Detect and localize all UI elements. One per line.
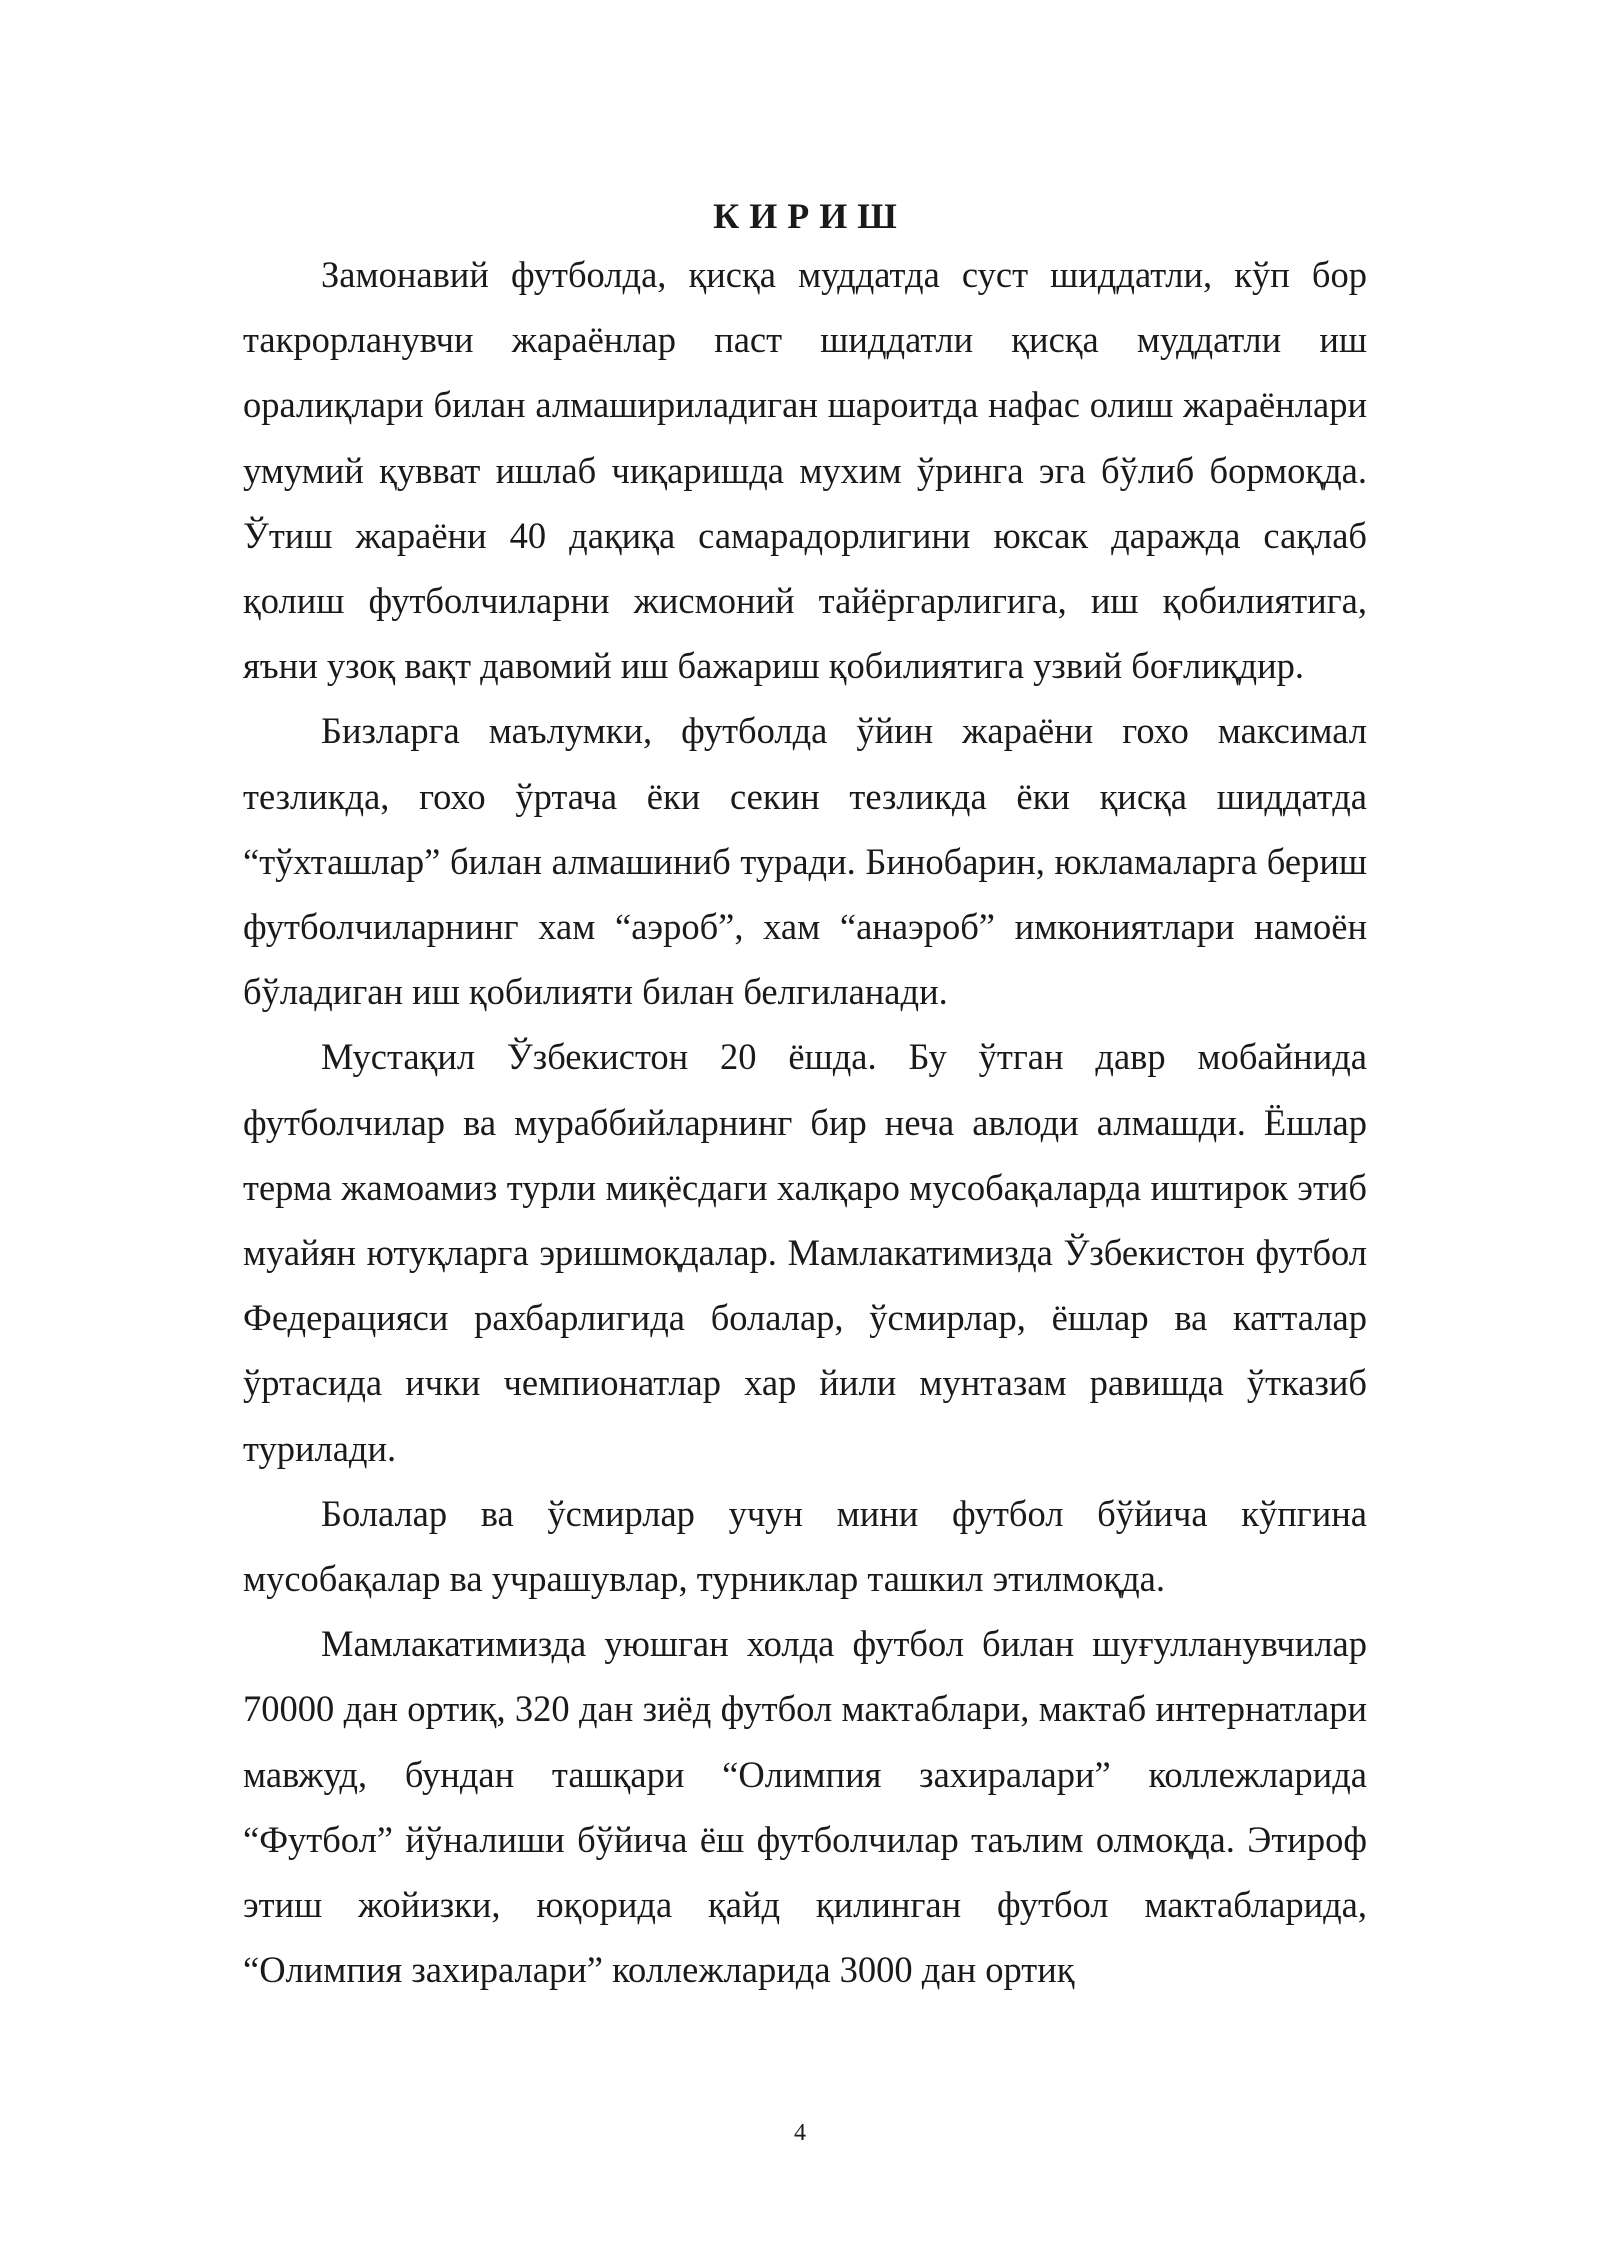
- paragraph-2: Бизларга маълумки, футболда ўйин жараёни гохо максимал тезликда, гохо ўртача ёки секин тезликда ёки қисқа шиддатда “тўхташлар” билан алмашиниб туради. Бинобарин, юкламаларга бериш футболчиларнинг хам “аэроб”, хам “анаэроб” имкониятлари намоён бўладиган иш қобилияти билан белгиланади.: [243, 710, 1367, 1013]
- paragraph-3: Мустақил Ўзбекистон 20 ёшда. Бу ўтган давр мобайнида футболчилар ва мураббийларнинг бир неча авлоди алмашди. Ёшлар терма жамоамиз турли миқёсдаги халқаро мусобақаларда иштирок этиб муайян ютуқларга эришмоқдалар. Мамлакатимизда Ўзбекистон футбол Федерацияси рахбарлигида болалар, ўсмирлар, ёшлар ва катталар ўртасида ички чемпионатлар хар йили мунтазам равишда ўтказиб турилади.: [243, 1036, 1367, 1469]
- paragraph-4: Болалар ва ўсмирлар учун мини футбол бўйича кўпгина мусобақалар ва учрашувлар, турниклар ташкил этилмоқда.: [243, 1492, 1367, 1600]
- paragraph-5: Мамлакатимизда уюшган холда футбол билан шуғулланувчилар 70000 дан ортиқ, 320 дан зиёд футбол мактаблари, мактаб интернатлари мавжуд, бундан ташқари “Олимпия захиралари” коллежларида “Футбол” йўналиши бўйича ёш футболчилар таълим олмоқда. Этироф этиш жойизки, юқорида қайд қилинган футбол мактабларида, “Олимпия захиралари” коллежларида 3000 дан ортиқ: [243, 1623, 1367, 1991]
- section-title: КИРИШ: [713, 196, 907, 236]
- paragraph-1: Замонавий футболда, қисқа муддатда суст шиддатли, кўп бор такрорланувчи жараёнлар паст шиддатли қисқа муддатли иш оралиқлари билан алмашириладиган шароитда нафас олиш жараёнлари умумий қувват ишлаб чиқаришда мухим ўринга эга бўлиб бормоқда. Ўтиш жараёни 40 дақиқа самарадорлигини юксак даражда сақлаб қолиш футболчиларни жисмоний тайёргарлигига, иш қобилиятига, яъни узоқ вақт давомий иш бажариш қобилиятига узвий боғлиқдир.: [243, 254, 1367, 687]
- page-content: [243, 190, 1367, 2002]
- page-number: 4: [794, 2120, 806, 2146]
